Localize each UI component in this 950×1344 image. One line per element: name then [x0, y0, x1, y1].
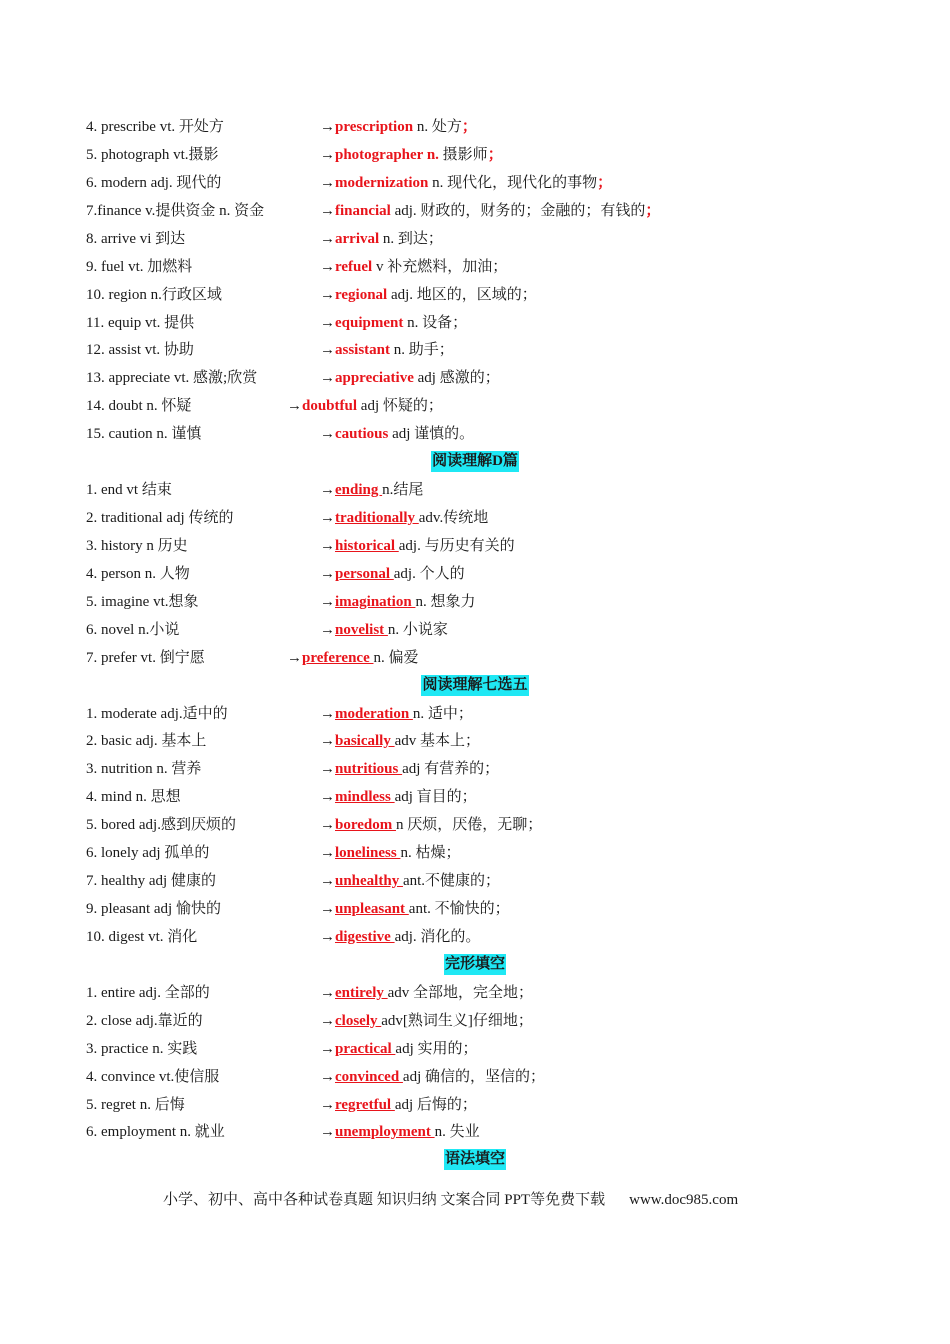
arrow-icon: →: [287, 649, 302, 666]
section-heading-row: [0, 1148, 950, 1172]
derived-word-entry: [320, 143, 503, 167]
derived-word-entry: [320, 478, 423, 502]
word-row: [0, 562, 950, 586]
section-heading: 阅读理解七选五: [421, 675, 528, 696]
arrow-icon: →: [320, 928, 335, 945]
arrow-icon: →: [320, 537, 335, 554]
base-word: 10. digest vt. 消化: [86, 928, 198, 945]
base-word: 6. modern adj. 现代的: [86, 174, 222, 191]
answer-word: regional: [335, 286, 388, 303]
word-row: [0, 338, 950, 362]
derived-word-entry: [320, 785, 477, 809]
base-word: 15. caution n. 谨慎: [86, 426, 202, 443]
definition: n. 设备；: [403, 314, 468, 331]
base-word: 5. bored adj.感到厌烦的: [86, 817, 236, 834]
word-row: [0, 506, 950, 530]
base-word: 6. lonely adj 孤单的: [86, 845, 210, 862]
word-row: [0, 311, 950, 335]
definition: adj 后悔的；: [394, 1096, 477, 1113]
word-row: [0, 757, 950, 781]
arrow-icon: →: [320, 1040, 335, 1057]
answer-word: ending: [335, 482, 383, 499]
answer-word: cautious: [335, 426, 389, 443]
arrow-icon: →: [320, 1068, 335, 1085]
answer-word: unhealthy: [335, 873, 403, 890]
section-heading-row: [0, 953, 950, 977]
derived-word-entry: [320, 1065, 545, 1089]
answer-word: nutritious: [335, 761, 403, 778]
base-word: 3. nutrition n. 营养: [86, 761, 202, 778]
derived-word-entry: [320, 311, 467, 335]
answer-word: closely: [335, 1012, 382, 1029]
answer-word: traditionally: [335, 510, 419, 527]
base-word: 5. regret n. 后悔: [86, 1096, 185, 1113]
answer-word: novelist: [335, 621, 388, 638]
base-word: 7. healthy adj 健康的: [86, 873, 216, 890]
answer-word: appreciative: [335, 370, 414, 387]
base-word: 7.finance v.提供资金 n. 资金: [86, 202, 265, 219]
arrow-icon: →: [320, 314, 335, 331]
derived-word-entry: [320, 199, 660, 223]
definition: n. 偏爱: [373, 649, 419, 666]
derived-word-entry: [320, 897, 510, 921]
arrow-icon: →: [320, 174, 335, 191]
definition: ant.不健康的；: [402, 873, 501, 890]
derived-word-entry: [320, 1120, 480, 1144]
base-word: 1. end vt 结束: [86, 482, 172, 499]
derived-word-entry: [320, 171, 612, 195]
arrow-icon: →: [320, 845, 335, 862]
derived-word-entry: [320, 562, 465, 586]
answer-word: historical: [335, 537, 399, 554]
definition: adv 基本上；: [394, 733, 481, 750]
arrow-icon: →: [320, 1124, 335, 1141]
derived-word-entry: [320, 925, 480, 949]
answer-word: digestive: [335, 928, 395, 945]
base-word: 5. photograph vt.摄影: [86, 146, 219, 163]
base-word: 2. basic adj. 基本上: [86, 733, 207, 750]
base-word: 6. novel n.小说: [86, 621, 180, 638]
derived-word-entry: [320, 1093, 477, 1117]
definition: adj. 个人的: [393, 565, 465, 582]
footer: [163, 1188, 738, 1212]
arrow-icon: →: [320, 565, 335, 582]
answer-word: imagination: [335, 593, 416, 610]
answer-word: photographer n.: [335, 146, 439, 163]
section-heading: 完形填空: [444, 954, 506, 975]
word-row: [0, 422, 950, 446]
definition: adj 感激的；: [413, 370, 500, 387]
answer-word: financial: [335, 202, 391, 219]
word-row: [0, 702, 950, 726]
answer-word: convinced: [335, 1068, 403, 1085]
footer-site-link[interactable]: www.doc985.com: [629, 1192, 739, 1208]
answer-word: mindless: [335, 789, 395, 806]
definition: adj 怀疑的；: [357, 398, 443, 415]
word-row: [0, 199, 950, 223]
answer-word: assistant: [335, 342, 391, 359]
answer-word: practical: [335, 1040, 396, 1057]
derived-word-entry: [320, 841, 460, 865]
answer-word: unemployment: [335, 1124, 435, 1141]
definition: n 厌烦，厌倦，无聊；: [395, 817, 543, 834]
arrow-icon: →: [320, 705, 335, 722]
derived-word-entry: [320, 115, 477, 139]
arrow-icon: →: [320, 901, 335, 918]
derived-word-entry: [320, 534, 515, 558]
definition: adj 确信的，坚信的；: [402, 1068, 545, 1085]
word-row: [0, 1037, 950, 1061]
definition: n. 到达；: [379, 230, 443, 247]
definition: n. 枯燥；: [400, 845, 461, 862]
arrow-icon: →: [287, 398, 302, 415]
word-row: [0, 115, 950, 139]
base-word: 1. moderate adj.适中的: [86, 705, 228, 722]
definition: n. 想象力: [415, 593, 476, 610]
definition: n. 适中；: [412, 705, 473, 722]
definition: adj 盲目的；: [394, 789, 477, 806]
answer-word: loneliness: [335, 845, 401, 862]
base-word: 7. prefer vt. 倒宁愿: [86, 649, 205, 666]
definition: n. 失业: [434, 1124, 480, 1141]
derived-word-entry: [320, 813, 542, 837]
word-row: [0, 227, 950, 251]
base-word: 6. employment n. 就业: [86, 1124, 225, 1141]
derived-word-entry: [320, 702, 473, 726]
base-word: 10. region n.行政区域: [86, 286, 222, 303]
arrow-icon: →: [320, 789, 335, 806]
word-row: [0, 478, 950, 502]
definition: ant. 不愉快的；: [408, 901, 510, 918]
word-row: [0, 813, 950, 837]
base-word: 9. pleasant adj 愉快的: [86, 901, 221, 918]
word-row: [0, 283, 950, 307]
arrow-icon: →: [320, 1096, 335, 1113]
answer-word: modernization: [335, 174, 429, 191]
base-word: 9. fuel vt. 加燃料: [86, 258, 193, 275]
answer-word: boredom: [335, 817, 396, 834]
derived-word-entry: [320, 1037, 477, 1061]
red-semicolon: ；: [597, 174, 613, 191]
derived-word-entry: [320, 757, 499, 781]
base-word: 2. traditional adj 传统的: [86, 510, 234, 527]
derived-word-entry: [287, 394, 443, 418]
derived-word-entry: [320, 506, 488, 530]
derived-word-entry: [320, 869, 500, 893]
red-semicolon: ；: [461, 119, 477, 135]
word-row: [0, 1120, 950, 1144]
derived-word-entry: [320, 729, 480, 753]
word-row: [0, 729, 950, 753]
word-row: [0, 366, 950, 390]
answer-word: moderation: [335, 705, 413, 722]
answer-word: preference: [302, 649, 374, 666]
derived-word-entry: [320, 366, 500, 390]
derived-word-entry: [320, 255, 507, 279]
answer-word: basically: [335, 733, 395, 750]
answer-word: equipment: [335, 314, 404, 331]
word-row: [0, 590, 950, 614]
base-word: 13. appreciate vt. 感激;欣赏: [86, 370, 258, 387]
word-row: [0, 394, 950, 418]
arrow-icon: →: [320, 761, 335, 778]
word-row: [0, 1093, 950, 1117]
arrow-icon: →: [320, 873, 335, 890]
derived-word-entry: [320, 422, 474, 446]
arrow-icon: →: [320, 370, 335, 387]
section-heading-row: [0, 450, 950, 474]
footer-text: 小学、初中、高中各种试卷真题 知识归纳 文案合同 PPT等免费下载: [163, 1192, 606, 1208]
answer-word: unpleasant: [335, 901, 409, 918]
base-word: 3. practice n. 实践: [86, 1040, 198, 1057]
arrow-icon: →: [320, 593, 335, 610]
derived-word-entry: [320, 283, 537, 307]
arrow-icon: →: [320, 258, 335, 275]
arrow-icon: →: [320, 146, 335, 163]
definition: n. 小说家: [387, 621, 448, 638]
definition: 摄影师: [438, 146, 488, 163]
arrow-icon: →: [320, 621, 335, 638]
arrow-icon: →: [320, 230, 335, 247]
derived-word-entry: [320, 338, 454, 362]
word-row: [0, 785, 950, 809]
definition: adv.传统地: [418, 510, 489, 527]
word-row: [0, 618, 950, 642]
word-row: [0, 897, 950, 921]
definition: adv[熟词生义]仔细地；: [381, 1012, 533, 1029]
derived-word-entry: [320, 981, 533, 1005]
word-row: [0, 1009, 950, 1033]
answer-word: personal: [335, 565, 394, 582]
derived-word-entry: [320, 1009, 533, 1033]
arrow-icon: →: [320, 202, 335, 219]
definition: adj. 地区的，区域的；: [387, 286, 537, 303]
base-word: 4. person n. 人物: [86, 565, 190, 582]
base-word: 12. assist vt. 协助: [86, 342, 194, 359]
base-word: 1. entire adj. 全部的: [86, 984, 210, 1001]
answer-word: entirely: [335, 984, 388, 1001]
definition: n. 助手；: [390, 342, 454, 359]
arrow-icon: →: [320, 342, 335, 359]
word-row: [0, 981, 950, 1005]
section-heading: 阅读理解D篇: [431, 451, 519, 472]
word-row: [0, 143, 950, 167]
answer-word: prescription: [335, 119, 414, 135]
arrow-icon: →: [320, 1012, 335, 1029]
word-row: [0, 646, 950, 670]
base-word: 4. prescribe vt. 开处方: [86, 119, 224, 135]
definition: adj. 财政的，财务的；金融的；有钱的: [390, 202, 646, 219]
definition: adv 全部地，完全地；: [387, 984, 534, 1001]
definition: adj 实用的；: [395, 1040, 478, 1057]
section-heading-row: [0, 674, 950, 698]
answer-word: arrival: [335, 230, 380, 247]
definition: v 补充燃料，加油；: [372, 258, 508, 275]
arrow-icon: →: [320, 817, 335, 834]
answer-word: regretful: [335, 1096, 395, 1113]
arrow-icon: →: [320, 426, 335, 443]
arrow-icon: →: [320, 733, 335, 750]
definition: adj 谨慎的。: [388, 426, 475, 443]
arrow-icon: →: [320, 510, 335, 527]
base-word: 3. history n 历史: [86, 537, 188, 554]
arrow-icon: →: [320, 119, 335, 135]
red-semicolon: ；: [645, 202, 661, 219]
answer-word: doubtful: [302, 398, 358, 415]
word-row: [0, 841, 950, 865]
derived-word-entry: [287, 646, 419, 670]
derived-word-entry: [320, 227, 443, 251]
definition: adj. 消化的。: [394, 928, 481, 945]
section-heading: 语法填空: [444, 1149, 506, 1170]
definition: n. 现代化，现代化的事物: [428, 174, 598, 191]
definition: n.结尾: [382, 482, 424, 499]
derived-word-entry: [320, 590, 475, 614]
word-row: [0, 1065, 950, 1089]
base-word: 14. doubt n. 怀疑: [86, 398, 192, 415]
word-row: [0, 534, 950, 558]
arrow-icon: →: [320, 482, 335, 499]
base-word: 2. close adj.靠近的: [86, 1012, 203, 1029]
word-row: [0, 255, 950, 279]
definition: adj. 与历史有关的: [398, 537, 515, 554]
definition: adj 有营养的；: [402, 761, 500, 778]
answer-word: refuel: [335, 258, 373, 275]
derived-word-entry: [320, 618, 448, 642]
arrow-icon: →: [320, 984, 335, 1001]
base-word: 8. arrive vi 到达: [86, 230, 186, 247]
word-row: [0, 925, 950, 949]
base-word: 5. imagine vt.想象: [86, 593, 199, 610]
word-row: [0, 869, 950, 893]
definition: n. 处方: [413, 119, 462, 135]
base-word: 11. equip vt. 提供: [86, 314, 195, 331]
arrow-icon: →: [320, 286, 335, 303]
red-semicolon: ；: [487, 146, 503, 163]
word-row: [0, 171, 950, 195]
base-word: 4. convince vt.使信服: [86, 1068, 220, 1085]
base-word: 4. mind n. 思想: [86, 789, 181, 806]
